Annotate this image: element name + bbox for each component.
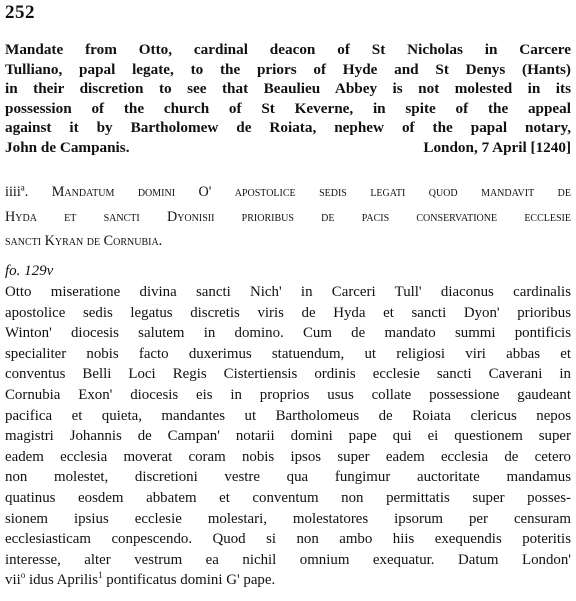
body-line: apostolice sedis legatus discretis viris de Hyda et sancti Dyon' prioribus [5,304,571,321]
heading-number: iiii [5,184,21,200]
folio-reference: fo. 129v [5,263,54,279]
body-line: eadem ecclesia moverat coram nobis ipsos super eadem ecclesia de cetero [5,448,571,465]
regnal-day: vii [5,572,21,589]
body-line: non molestet, discretioni vestre qua fungimur auctoritate mandamus [5,469,571,486]
summary-line: against it by Bartholomew de Roiata, nephew of the papal notary, [5,119,571,137]
heading-line: Hyda et sancti Dyonisii prioribus de pacis conservatione ecclesie [5,208,571,225]
body-line: Otto miseratione divina sancti Nich' in Carceri Tull' diaconus cardinalis [5,284,571,300]
summary-closing-name: John de Campanis. [5,138,130,156]
closing-text: pontificatus domini G' pape. [102,572,276,589]
body-line: ecclesiasticam conpescendo. Quod si non ambo hiis exequendis poteritis [5,531,571,548]
summary-line: in their discretion to see that Beaulieu Abbey is not molested in its [5,80,571,98]
summary-line: possession of the church of St Keverne, in spite of the appeal [5,99,571,117]
body-line: conventus Belli Loci Regis Cistertiensis ordinis ecclesie sancti Caverani in [5,366,571,383]
heading-number-sup: a [20,182,25,193]
footnote-marker: 1 [98,570,103,581]
body-line: specialiter nobis facto duxerimus statuendum, ut religiosi viri abbas et [5,345,571,362]
body-line: pacifica et quieta, mandantes ut Bartholomeus de Roiata clericus nepos [5,407,571,424]
date-text: idus Aprilis [25,572,99,589]
heading-line: sancti Kyran de Cornubia. [5,233,163,249]
summary-last-line [5,138,571,158]
heading-text: . Mandatum domini O' apostolice sedis legati quod mandavit de [24,184,571,200]
summary-paragraph [5,40,571,158]
latin-body-text [5,282,571,591]
body-line: Cornubia Exon' diocesis eis in proprios usus collate possessione gaudeant [5,386,571,403]
heading-line [5,180,571,205]
regnal-day-sup: o [20,570,26,581]
latin-heading [5,180,571,254]
entry-number: 252 [5,2,35,23]
summary-line: Mandate from Otto, cardinal deacon of St Nicholas in Carcere [5,41,571,58]
body-line: sionem ipsius ecclesie molestari, molestatores ipsorum per censuram [5,510,571,527]
body-line: quatinus eosdem abbatem et conventum non permittatis super posses- [5,489,571,506]
summary-line: Tulliano, papal legate, to the priors of Hyde and St Denys (Hants) [5,60,571,78]
body-last-line [5,570,571,591]
body-line: magistri Johannis de Campan' notarii domini pape qui ei questionem super [5,428,571,445]
body-line: interesse, alter vestrum ea nichil omnium exequatur. Datum London' [5,551,571,568]
body-line: Winton' diocesis salutem in domino. Cum de mandato summi pontificis [5,325,571,342]
summary-place-date: London, 7 April [1240] [423,138,571,156]
